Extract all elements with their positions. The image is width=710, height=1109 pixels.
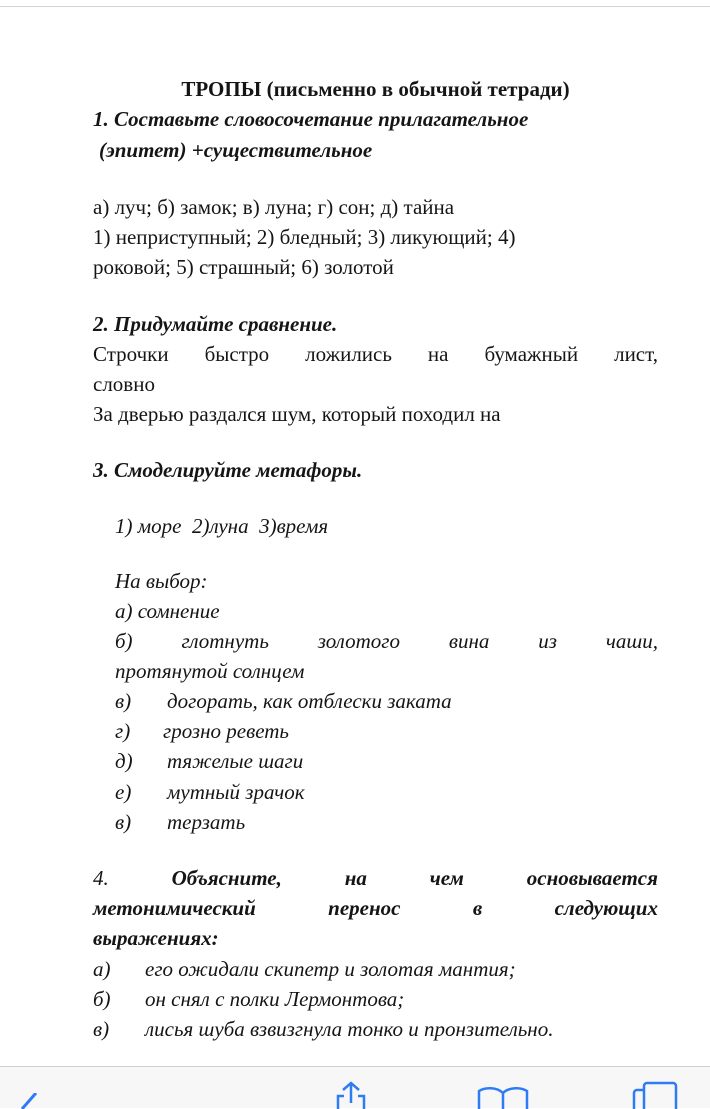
item-label: а)	[93, 957, 111, 981]
task3-option-b	[115, 626, 658, 656]
task3-option-b-cont: протянутой солнцем	[115, 659, 305, 683]
task3-choice-label: На выбор:	[115, 569, 208, 593]
item-text: мутный зрачок	[167, 780, 305, 804]
task2-sentence1	[93, 339, 658, 369]
list-item	[93, 984, 404, 1014]
task3-option-a: а) сомнение	[115, 599, 220, 623]
word: Строчки	[93, 342, 169, 366]
list-item	[115, 746, 303, 776]
item-label: в)	[115, 689, 132, 713]
word: ложились	[305, 342, 392, 366]
word: в	[472, 896, 483, 920]
item-text: терзать	[167, 810, 246, 834]
item-text: догорать, как отблески заката	[167, 689, 452, 713]
item-label: в)	[93, 1017, 110, 1041]
task1-adjectives-line2: роковой; 5) страшный; 6) золотой	[93, 255, 394, 279]
task4-heading-line2	[93, 893, 658, 923]
task2-heading: 2. Придумайте сравнение.	[93, 312, 338, 336]
book-icon[interactable]	[475, 1085, 531, 1109]
bottom-toolbar	[0, 1066, 710, 1108]
task4-heading-line1	[93, 863, 658, 893]
item-label: д)	[115, 749, 133, 773]
word: основывается	[526, 866, 658, 890]
word: лист,	[614, 342, 658, 366]
item-text: лисья шуба взвизгнула тонко и пронзительно.	[145, 1017, 554, 1041]
word: бумажный	[484, 342, 579, 366]
task1-nouns: а) луч; б) замок; в) луна; г) сон; д) тайна	[93, 195, 455, 219]
task2-sentence1-end: словно	[93, 372, 155, 396]
task2-sentence2: За дверью раздался шум, который походил на	[93, 402, 501, 426]
list-item	[115, 716, 289, 746]
word: метонимический	[93, 896, 256, 920]
word: следующих	[554, 896, 658, 920]
list-item	[93, 954, 516, 984]
task1-heading-line1: 1. Составьте словосочетание прилагательное	[93, 107, 529, 131]
item-text: грозно реветь	[163, 719, 289, 743]
top-divider	[0, 6, 710, 7]
tabs-icon[interactable]	[630, 1081, 680, 1109]
list-item	[115, 777, 305, 807]
list-item	[115, 686, 452, 716]
task4-heading-line3: выражениях:	[93, 926, 219, 950]
word: на	[344, 866, 367, 890]
share-icon[interactable]	[334, 1081, 368, 1109]
item-label: е)	[115, 780, 132, 804]
list-item	[115, 807, 245, 837]
item-text: тяжелые шаги	[167, 749, 304, 773]
word: глотнуть	[181, 629, 269, 653]
item-text: его ожидали скипетр и золотая мантия;	[145, 957, 516, 981]
word: б)	[115, 629, 133, 653]
word: золотого	[317, 629, 400, 653]
word: быстро	[204, 342, 270, 366]
task1-adjectives-line1: 1) неприступный; 2) бледный; 3) ликующий; 4)	[93, 225, 516, 249]
word: из	[538, 629, 557, 653]
page-title: ТРОПЫ (письменно в обычной тетради)	[181, 77, 570, 101]
item-label: г)	[115, 719, 131, 743]
word: Объясните,	[171, 866, 282, 890]
item-text: он снял с полки Лермонтова;	[145, 987, 405, 1011]
task4-number: 4.	[93, 866, 109, 890]
task3-heading: 3. Смоделируйте метафоры.	[93, 458, 363, 482]
task3-items: 1) море 2)луна 3)время	[115, 514, 329, 538]
item-label: в)	[115, 810, 132, 834]
word: вина	[448, 629, 490, 653]
task1-heading-line2: (эпитет) +существительное	[99, 138, 373, 162]
word: чем	[429, 866, 464, 890]
word: чаши,	[605, 629, 658, 653]
word: перенос	[328, 896, 401, 920]
list-item	[93, 1014, 553, 1044]
item-label: б)	[93, 987, 111, 1011]
word: на	[427, 342, 449, 366]
